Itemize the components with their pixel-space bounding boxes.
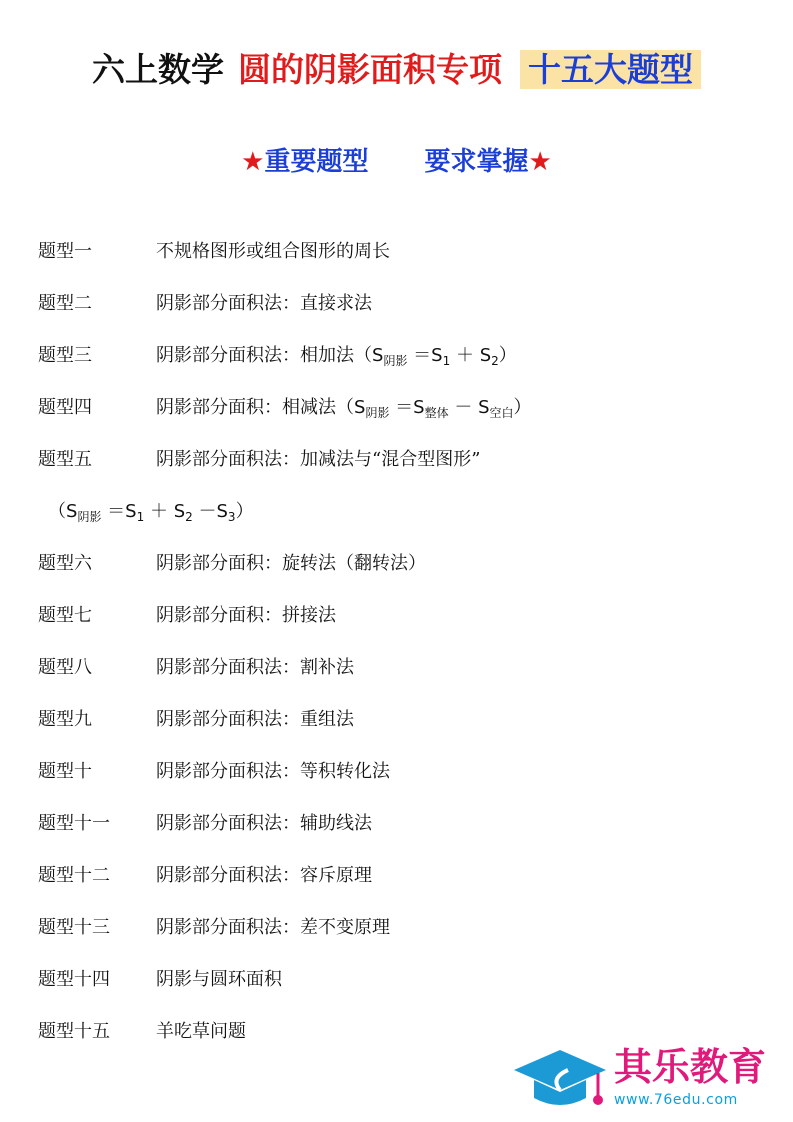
topic-row — [38, 902, 758, 954]
topic-desc: 阴影部分面积法：加减法与“混合型图形” — [156, 449, 481, 470]
star-icon: ★ — [241, 147, 265, 177]
topic-desc: 不规格图形或组合图形的周长 — [156, 241, 390, 262]
page-title — [0, 46, 793, 94]
topic-label: 题型五 — [38, 449, 92, 470]
topic-label: 题型十二 — [38, 865, 110, 886]
brand-logo — [510, 1040, 785, 1115]
formula-subtract: $(S_{阴影} =S_{整体} - S_{空白})$ — [336, 397, 532, 420]
topic-label: 题型八 — [38, 657, 92, 678]
title-highlight: 十五大题型 — [520, 50, 701, 89]
formula-mixed: $(S_{阴影} =S_1 + S_2 -S_3)$ — [48, 501, 254, 524]
topic-row — [38, 382, 758, 434]
subtitle-left: 重要题型 — [264, 147, 369, 177]
topic-row — [38, 538, 758, 590]
topic-desc: 阴影部分面积法：等积转化法 — [156, 761, 390, 782]
topic-desc: 阴影部分面积法：直接求法 — [156, 293, 372, 314]
topic-label: 题型十一 — [38, 813, 110, 834]
topic-label: 题型十 — [38, 761, 92, 782]
topic-desc: 羊吃草问题 — [156, 1021, 246, 1042]
topic-row — [38, 798, 758, 850]
title-topic: 圆的阴影面积专项 — [238, 50, 502, 89]
topic-row — [38, 330, 758, 382]
topic-label: 题型十三 — [38, 917, 110, 938]
topic-label: 题型十五 — [38, 1021, 110, 1042]
brand-name: 其乐教育 — [614, 1045, 767, 1089]
title-grade: 六上数学 — [92, 50, 224, 89]
topic-row — [38, 590, 758, 642]
star-icon: ★ — [528, 147, 552, 177]
topic-desc: 阴影部分面积法：差不变原理 — [156, 917, 390, 938]
topic-desc: 阴影部分面积：旋转法（翻转法） — [156, 553, 426, 574]
topic-desc: 阴影部分面积法：相加法$(S_{阴影} =S_1 + S_2)$ — [156, 345, 517, 368]
topic-row — [38, 278, 758, 330]
topic-row — [38, 642, 758, 694]
topic-row — [38, 434, 758, 486]
topic-label: 题型三 — [38, 345, 92, 366]
topic-label: 题型九 — [38, 709, 92, 730]
topic-label: 题型四 — [38, 397, 92, 418]
topic-label: 题型一 — [38, 241, 92, 262]
topic-desc: 阴影部分面积法：容斥原理 — [156, 865, 372, 886]
topic-label: 题型七 — [38, 605, 92, 626]
topic-list — [38, 226, 758, 1058]
topic-row — [38, 226, 758, 278]
topic-desc: 阴影部分面积法：辅助线法 — [156, 813, 372, 834]
topic-label: 题型十四 — [38, 969, 110, 990]
topic-desc: 阴影部分面积法：割补法 — [156, 657, 354, 678]
topic-desc: 阴影与圆环面积 — [156, 969, 282, 990]
page-subtitle — [0, 142, 793, 182]
topic-row — [38, 694, 758, 746]
topic-row — [38, 746, 758, 798]
topic-desc: 阴影部分面积：相减法$(S_{阴影} =S_{整体} - S_{空白})$ — [156, 397, 532, 420]
topic-desc: 阴影部分面积法：重组法 — [156, 709, 354, 730]
topic-row — [38, 954, 758, 1006]
topic-row — [38, 850, 758, 902]
topic-label: 题型六 — [38, 553, 92, 574]
topic-label: 题型二 — [38, 293, 92, 314]
formula-add: $(S_{阴影} =S_1 + S_2)$ — [354, 345, 517, 368]
graduation-cap-icon — [510, 1040, 610, 1115]
brand-url: www.76edu.com — [614, 1092, 738, 1108]
topic-desc: 阴影部分面积：拼接法 — [156, 605, 336, 626]
topic-formula-row — [38, 486, 758, 538]
subtitle-right: 要求掌握 — [424, 147, 529, 177]
